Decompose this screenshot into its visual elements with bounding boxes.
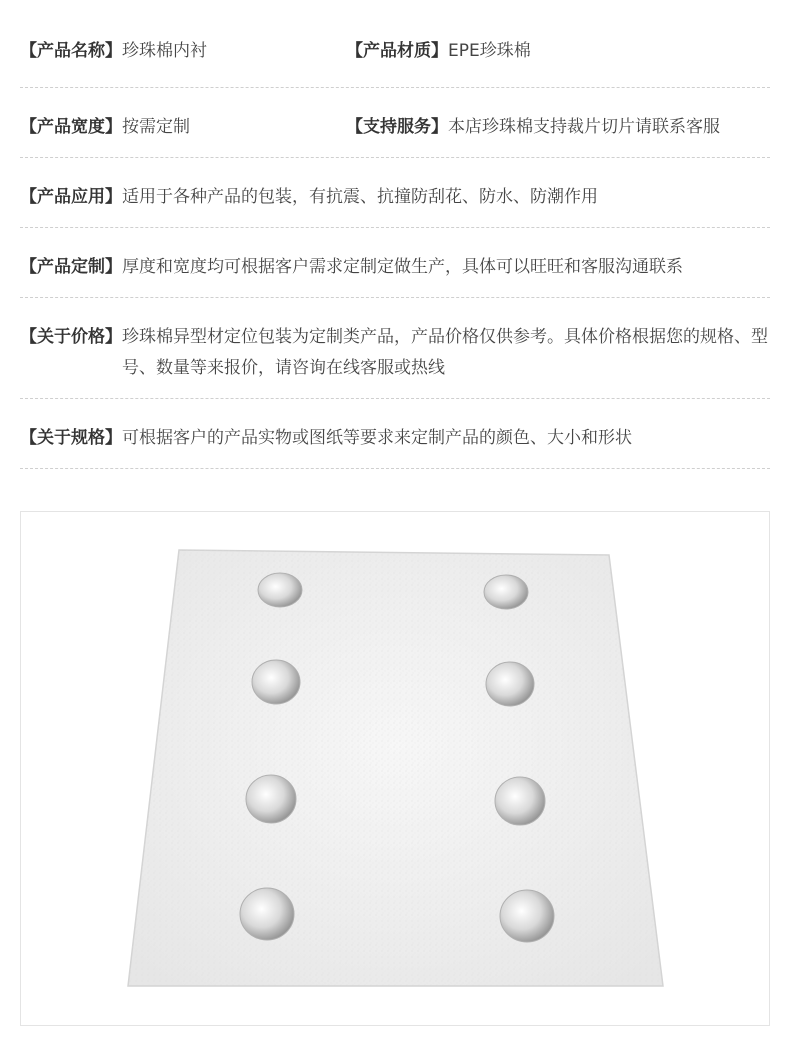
spec-service-label: 【支持服务】 (346, 117, 448, 137)
foam-hole (246, 775, 296, 823)
spec-service (346, 112, 720, 143)
spec-width (20, 112, 190, 143)
spec-name (20, 36, 207, 67)
foam-hole (500, 890, 554, 942)
foam-hole (486, 662, 534, 706)
spec-material (346, 36, 531, 67)
spec-application-label: 【产品应用】 (20, 187, 122, 207)
foam-hole (252, 660, 300, 704)
spec-row-custom (20, 228, 770, 298)
spec-width-label: 【产品宽度】 (20, 117, 122, 137)
spec-custom-value: 厚度和宽度均可根据客户需求定制定做生产，具体可以旺旺和客服沟通联系 (122, 257, 683, 277)
spec-material-label: 【产品材质】 (346, 41, 448, 61)
spec-row-application (20, 158, 770, 228)
foam-hole (240, 888, 294, 940)
spec-spec (20, 423, 632, 454)
spec-row-width-service (20, 88, 770, 158)
spec-spec-label: 【关于规格】 (20, 428, 122, 448)
spec-width-value: 按需定制 (122, 117, 190, 137)
spec-application-value: 适用于各种产品的包装，有抗震、抗撞防刮花、防水、防潮作用 (122, 187, 598, 207)
spec-price-value: 珍珠棉异型材定位包装为定制类产品，产品价格仅供参考。具体价格根据您的规格、型号、数量等来报价，请咨询在线客服或热线 (122, 327, 768, 378)
spec-name-label: 【产品名称】 (20, 41, 122, 61)
spec-row-spec (20, 399, 770, 469)
spec-price (20, 322, 770, 384)
foam-hole (495, 777, 545, 825)
spec-application (20, 182, 598, 213)
product-photo (20, 511, 770, 1026)
spec-custom (20, 252, 683, 283)
spec-row-price (20, 298, 770, 399)
foam-board (128, 550, 663, 986)
spec-material-value: EPE珍珠棉 (448, 41, 531, 61)
spec-custom-label: 【产品定制】 (20, 257, 122, 277)
foam-hole (484, 575, 528, 609)
spec-name-value: 珍珠棉内衬 (122, 41, 207, 61)
spec-spec-value: 可根据客户的产品实物或图纸等要求来定制产品的颜色、大小和形状 (122, 428, 632, 448)
spec-service-value: 本店珍珠棉支持裁片切片请联系客服 (448, 117, 720, 137)
spec-price-label: 【关于价格】 (20, 327, 122, 347)
product-specs (20, 18, 770, 469)
spec-row-name-material (20, 18, 770, 88)
foam-insert-image (21, 512, 771, 1027)
foam-hole (258, 573, 302, 607)
